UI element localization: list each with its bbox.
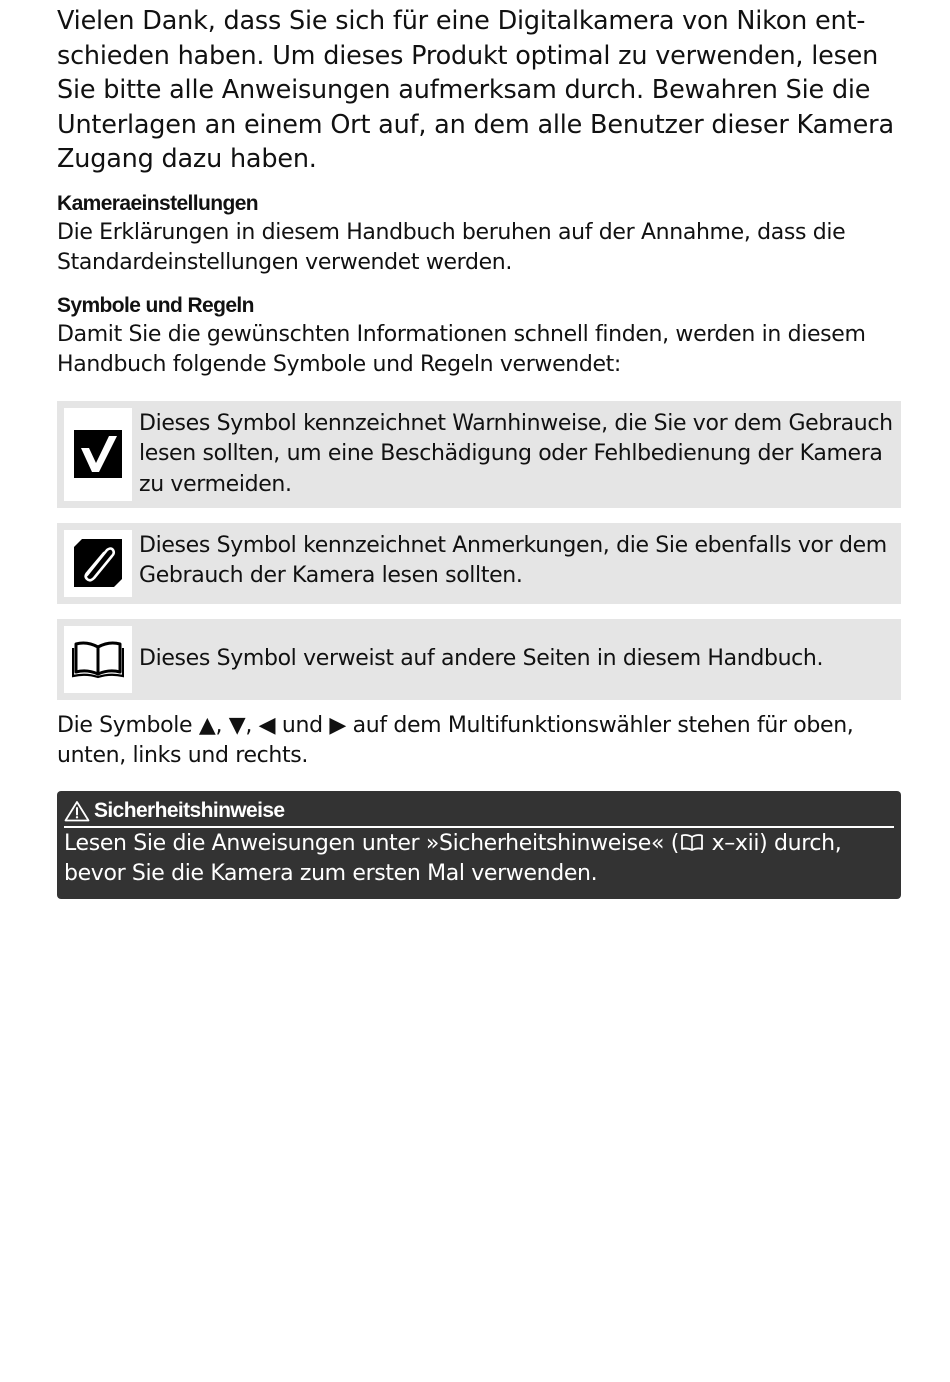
- arrows-separator: ,: [215, 712, 223, 738]
- multi-selector-paragraph: [57, 711, 901, 772]
- down-arrow-icon: ▼: [228, 712, 246, 738]
- arrows-suffix: auf dem Multifunktionswähler stehen für oben, unten, links und rechts.: [57, 712, 854, 768]
- arrows-and: und: [281, 712, 323, 738]
- right-arrow-icon: ▶: [329, 712, 346, 738]
- safety-box: [57, 791, 901, 899]
- open-book-icon: [72, 639, 124, 679]
- warning-triangle-icon: [64, 800, 90, 822]
- page-reference-notice: [57, 619, 901, 700]
- safety-text-before: Lesen Sie die Anweisungen unter »Sicherheitshinweise« (: [64, 830, 679, 856]
- note-notice: [57, 523, 901, 604]
- caution-notice-text: Dieses Symbol kennzeichnet Warnhinweise, die Sie vor dem Gebrauch lesen sollten, um eine Beschädigung oder Fehlbedienung der Kamera zu vermeiden.: [139, 410, 893, 497]
- symbols-text: Damit Sie die gewünschten Informationen schnell finden, werden in diesem Handbuch folgende Symbole und Regeln verwendet:: [57, 321, 866, 377]
- note-notice-text: Dieses Symbol kennzeichnet Anmerkungen, die Sie ebenfalls vor dem Gebrauch der Kamera lesen sollten.: [139, 532, 887, 588]
- safety-page-range[interactable]: x–xii: [711, 830, 760, 856]
- safety-text: [64, 829, 894, 890]
- arrows-separator: ,: [245, 712, 252, 738]
- up-arrow-icon: ▲: [198, 712, 216, 738]
- manual-page: [57, 0, 901, 899]
- settings-section: [57, 190, 901, 279]
- settings-heading: Kameraeinstellungen: [57, 191, 258, 215]
- safety-title-row: [64, 797, 894, 828]
- settings-text: Die Erklärungen in diesem Handbuch beruhen auf der Annahme, dass die Standardeinstellungen verwendet werden.: [57, 219, 846, 275]
- page-ref-book-icon: [680, 833, 704, 853]
- note-pencil-icon: [74, 539, 122, 587]
- safety-text-after: ) durch, bevor Sie die Kamera zum ersten Mal verwenden.: [64, 830, 842, 886]
- caution-check-icon: [74, 430, 122, 478]
- page-reference-notice-text: Dieses Symbol verweist auf andere Seiten in diesem Handbuch.: [139, 646, 824, 672]
- caution-notice: [57, 401, 901, 508]
- left-arrow-icon: ◀: [258, 712, 276, 738]
- symbols-heading: Symbole und Regeln: [57, 293, 254, 317]
- safety-heading: Sicherheitshinweise: [94, 798, 285, 822]
- symbols-section: [57, 292, 901, 381]
- book-icon-box: [64, 626, 132, 693]
- arrows-prefix: Die Symbole: [57, 712, 193, 738]
- note-icon-box: [64, 530, 132, 597]
- intro-paragraph: Vielen Dank, dass Sie sich für eine Digitalkamera von Nikon ent-schieden haben. Um dieses Produkt optimal zu verwenden, lesen Sie bitte alle Anweisungen aufmerksam durch. Bewahren Sie die Unterlagen an einem Ort auf, an dem alle Benutzer dieser Kamera Zugang dazu haben.: [57, 6, 894, 174]
- caution-icon-box: [64, 408, 132, 501]
